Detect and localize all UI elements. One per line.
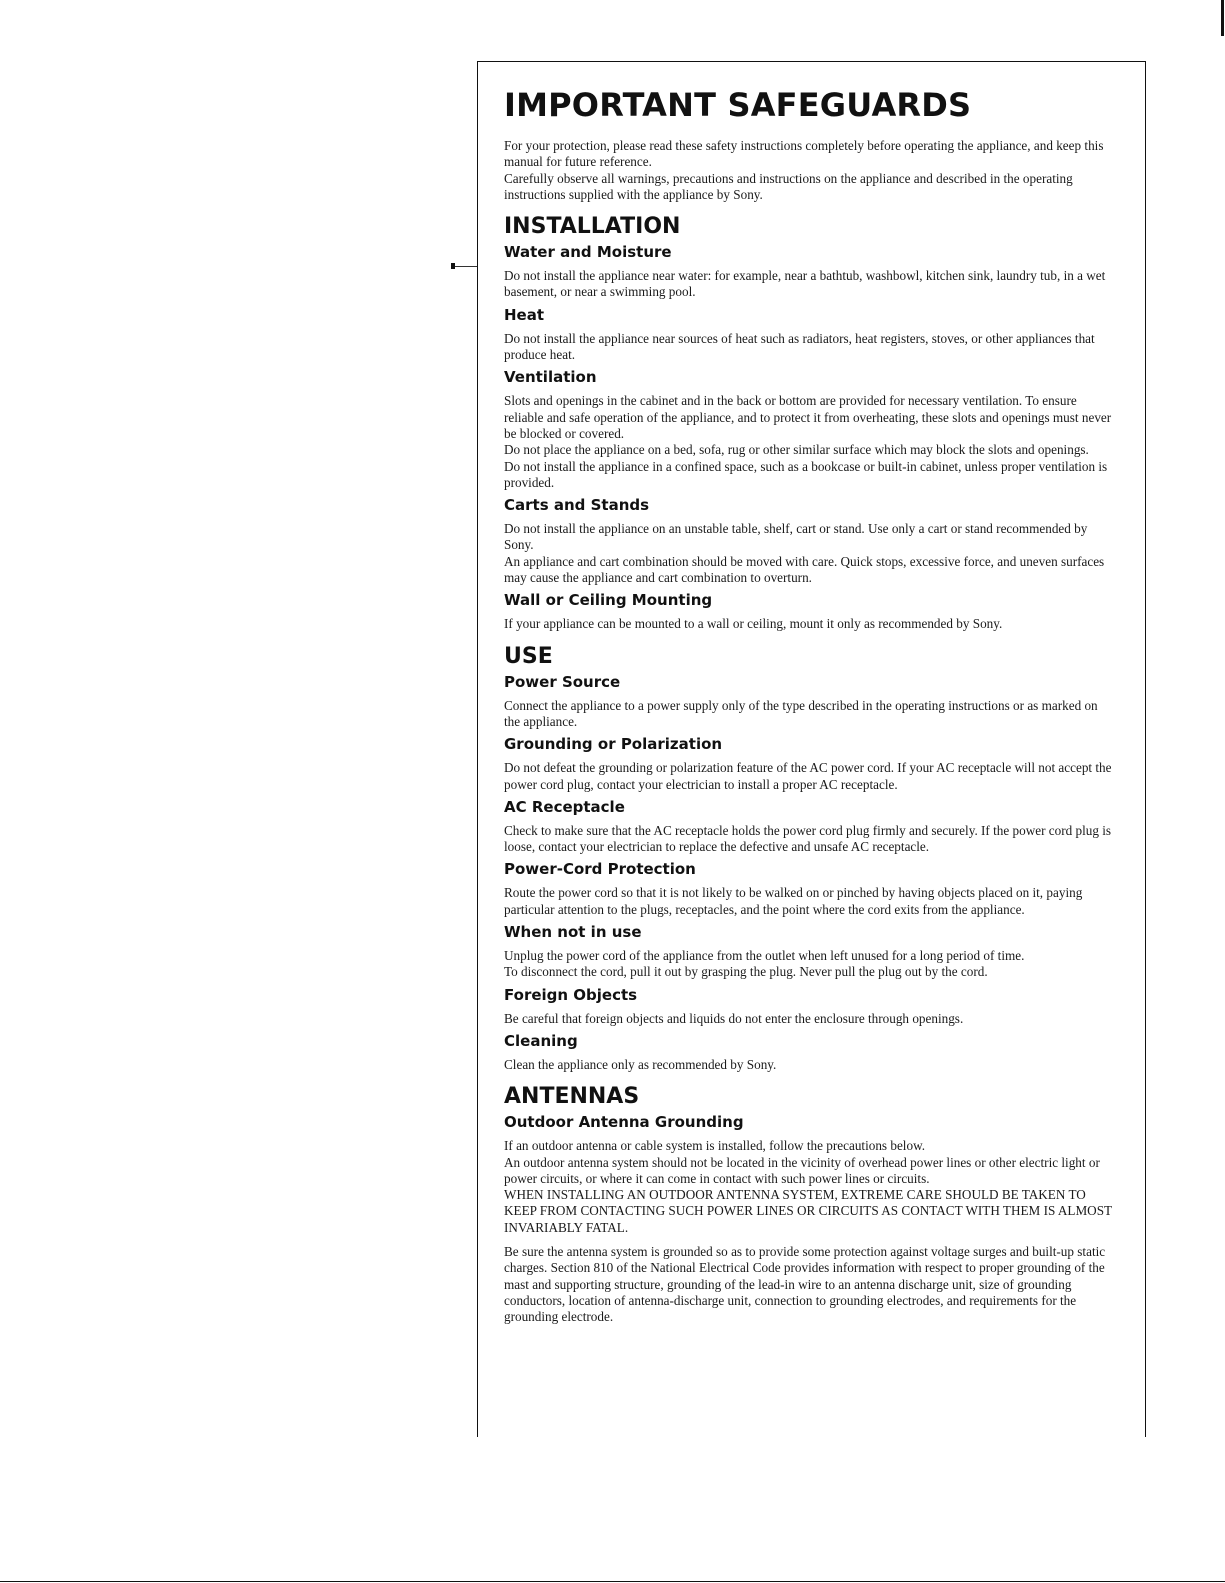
subsection-water-and-moisture (504, 243, 1114, 301)
box-border-right (1145, 61, 1146, 1437)
paragraph: WHEN INSTALLING AN OUTDOOR ANTENNA SYSTEM, EXTREME CARE SHOULD BE TAKEN TO KEEP FROM CONTACTING SUCH POWER LINES OR CIRCUITS AS CONTACT WITH THEM IS ALMOST INVARIABLY FATAL. (504, 1187, 1112, 1235)
paragraph: If an outdoor antenna or cable system is installed, follow the precautions below. (504, 1138, 926, 1154)
paragraph: Connect the appliance to a power supply only of the type described in the operating instructions or as marked on the appliance. (504, 697, 1098, 729)
subsection-title: Heat (504, 305, 545, 324)
subsection-title: When not in use (504, 923, 642, 942)
subsection-foreign-objects (504, 986, 1114, 1027)
subsection-title: Ventilation (504, 368, 597, 387)
margin-tick-mark (451, 266, 477, 271)
intro-paragraph: Carefully observe all warnings, precautions and instructions on the appliance and described in the operating instructions supplied with the appliance by Sony. (504, 170, 1073, 202)
paragraph: An appliance and cart combination should be moved with care. Quick stops, excessive force, and uneven surfaces may cause the appliance and cart combination to overturn. (504, 553, 1105, 586)
paragraph: Check to make sure that the AC receptacle holds the power cord plug firmly and securely. If the power cord plug is loose, contact your electrician to replace the defective and unsafe AC receptacle. (504, 822, 1112, 855)
subsection-ventilation (504, 368, 1114, 491)
subsection-carts-and-stands (504, 496, 1114, 586)
section-title-use: USE (504, 643, 553, 669)
paragraph: Be sure the antenna system is grounded so as to provide some protection against voltage surges and built-up static charges. Section 810 of the National Electrical Code provides information with respect to proper grounding of the mast and supporting structure, grounding of the lead-in wire to an antenna discharge unit, size of grounding conductors, location of antenna-discharge unit, connection to grounding electrodes, and requirements for the grounding electrode. (504, 1243, 1106, 1325)
subsection-when-not-in-use (504, 923, 1114, 981)
subsection-heat (504, 306, 1114, 364)
subsection-grounding-or-polarization (504, 735, 1114, 793)
paragraph: Do not install the appliance near sources of heat such as radiators, heat registers, stoves, or other appliances that produce heat. (504, 330, 1095, 363)
paragraph: Route the power cord so that it is not likely to be walked on or pinched by having objects placed on it, paying particular attention to the plugs, receptacles, and the point where the cord exits from the appliance. (504, 885, 1083, 917)
page-edge-mark (1221, 0, 1224, 36)
paragraph: Do not install the appliance near water: for example, near a bathtub, washbowl, kitchen sink, laundry tub, in a wet basement, or near a swimming pool. (504, 268, 1106, 300)
box-border-top (478, 61, 1146, 62)
subsection-title: Carts and Stands (504, 496, 650, 515)
paragraph: If your appliance can be mounted to a wall or ceiling, mount it only as recommended by Sony. (504, 616, 1003, 632)
subsection-title: Power-Cord Protection (504, 860, 696, 879)
subsection-title: Power Source (504, 672, 621, 691)
box-border-left (477, 61, 478, 1437)
subsection-title: Grounding or Polarization (504, 735, 723, 754)
page-bottom-rule (0, 1581, 1225, 1582)
paragraph: Do not place the appliance on a bed, sofa, rug or other similar surface which may block the slots and openings. (504, 442, 1089, 458)
section-title-antennas: ANTENNAS (504, 1084, 640, 1110)
subsection-power-cord-protection (504, 860, 1114, 918)
subsection-title: Foreign Objects (504, 985, 638, 1004)
paragraph: To disconnect the cord, pull it out by grasping the plug. Never pull the plug out by the cord. (504, 964, 988, 980)
subsection-title: Outdoor Antenna Grounding (504, 1113, 744, 1132)
subsection-cleaning (504, 1032, 1114, 1073)
subsection-title: Cleaning (504, 1031, 578, 1050)
intro-paragraph: For your protection, please read these safety instructions completely before operating the appliance, and keep this manual for future reference. (504, 138, 1104, 170)
paragraph: Do not install the appliance in a confined space, such as a bookcase or built-in cabinet, unless proper ventilation is provided. (504, 458, 1108, 490)
intro (504, 138, 1114, 203)
section-title-installation: INSTALLATION (504, 214, 681, 240)
paragraph: An outdoor antenna system should not be located in the vicinity of overhead power lines or other electric light or power circuits, or where it can come in contact with such power lines or circuits. (504, 1154, 1100, 1186)
paragraph: Clean the appliance only as recommended by Sony. (504, 1056, 777, 1072)
document-title: IMPORTANT SAFEGUARDS (504, 86, 972, 124)
paragraph: Do not defeat the grounding or polarization feature of the AC power cord. If your AC receptacle will not accept the power cord plug, contact your electrician to install a proper AC receptacle. (504, 760, 1112, 792)
safeguards-box (504, 82, 1114, 1330)
subsection-wall-or-ceiling-mounting (504, 591, 1114, 632)
subsection-outdoor-antenna-grounding (504, 1113, 1114, 1325)
subsection-title: Wall or Ceiling Mounting (504, 591, 713, 610)
paragraph: Do not install the appliance on an unstable table, shelf, cart or stand. Use only a cart or stand recommended by Sony. (504, 521, 1088, 553)
subsection-title: Water and Moisture (504, 243, 672, 262)
subsection-power-source (504, 673, 1114, 731)
paragraph: Be careful that foreign objects and liquids do not enter the enclosure through openings. (504, 1010, 964, 1026)
subsection-ac-receptacle (504, 798, 1114, 856)
paragraph: Unplug the power cord of the appliance from the outlet when left unused for a long period of time. (504, 948, 1025, 964)
subsection-title: AC Receptacle (504, 797, 625, 816)
paragraph: Slots and openings in the cabinet and in the back or bottom are provided for necessary ventilation. To ensure reliable and safe operation of the appliance, and to protect it from overheating, these slots and openings must never be blocked or covered. (504, 393, 1112, 441)
